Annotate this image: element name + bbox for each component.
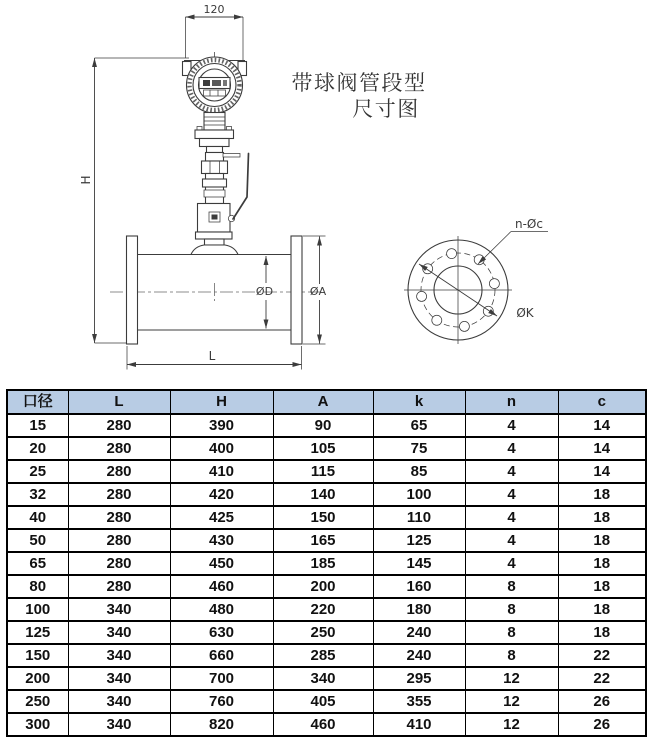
table-cell: 4: [465, 529, 558, 552]
table-cell: 50: [7, 529, 68, 552]
table-cell: 400: [170, 437, 273, 460]
table-cell: 460: [273, 713, 373, 736]
dim-pipe-diameter: [256, 256, 273, 329]
table-cell: 4: [465, 552, 558, 575]
dim-label-OD: ØD: [255, 285, 274, 298]
table-cell: 280: [68, 529, 170, 552]
table-cell: 4: [465, 437, 558, 460]
table-cell: 340: [68, 667, 170, 690]
table-cell: 700: [170, 667, 273, 690]
table-cell: 410: [170, 460, 273, 483]
dimension-table-container: [6, 389, 645, 737]
bolt-hole: [447, 249, 457, 259]
table-row: [7, 713, 646, 736]
column-header: 口径: [7, 390, 68, 414]
table-cell: 165: [273, 529, 373, 552]
table-cell: 820: [170, 713, 273, 736]
table-cell: 65: [7, 552, 68, 575]
table-cell: 200: [7, 667, 68, 690]
table-cell: 150: [7, 644, 68, 667]
dim-label-120: 120: [203, 3, 225, 16]
table-cell: 340: [273, 667, 373, 690]
table-cell: 40: [7, 506, 68, 529]
table-cell: 115: [273, 460, 373, 483]
table-cell: 12: [465, 713, 558, 736]
table-cell: 125: [373, 529, 465, 552]
table-cell: 280: [68, 414, 170, 437]
table-cell: 14: [558, 414, 646, 437]
table-cell: 100: [373, 483, 465, 506]
stem-flange: [195, 130, 234, 139]
table-cell: 65: [373, 414, 465, 437]
table-cell: 660: [170, 644, 273, 667]
table-cell: 26: [558, 713, 646, 736]
dimension-table: [6, 389, 647, 737]
table-cell: 12: [465, 690, 558, 713]
table-cell: 340: [68, 621, 170, 644]
table-cell: 280: [68, 483, 170, 506]
dim-label-L: L: [208, 349, 216, 363]
table-cell: 8: [465, 644, 558, 667]
table-cell: 280: [68, 575, 170, 598]
table-row: [7, 460, 646, 483]
table-header-row: [7, 390, 646, 414]
table-cell: 125: [7, 621, 68, 644]
dim-label-OA: ØA: [309, 285, 327, 298]
dim-length: [127, 346, 302, 370]
table-cell: 18: [558, 483, 646, 506]
table-cell: 110: [373, 506, 465, 529]
table-cell: 14: [558, 460, 646, 483]
table-cell: 150: [273, 506, 373, 529]
table-cell: 480: [170, 598, 273, 621]
table-cell: 405: [273, 690, 373, 713]
table-cell: 4: [465, 506, 558, 529]
hex-fitting: [202, 161, 228, 174]
table-row: [7, 414, 646, 437]
column-header: n: [465, 390, 558, 414]
table-cell: 105: [273, 437, 373, 460]
table-cell: 340: [68, 690, 170, 713]
drawing-title: [292, 71, 427, 121]
table-cell: 15: [7, 414, 68, 437]
table-cell: 285: [273, 644, 373, 667]
valve-handle: [233, 154, 249, 220]
table-cell: 340: [68, 644, 170, 667]
table-row: [7, 506, 646, 529]
table-cell: 4: [465, 414, 558, 437]
table-cell: 450: [170, 552, 273, 575]
right-flange: [291, 236, 302, 344]
table-cell: 250: [273, 621, 373, 644]
dim-label-H: H: [79, 175, 93, 185]
table-cell: 18: [558, 575, 646, 598]
table-cell: 8: [465, 621, 558, 644]
title-line1: 带球阀管段型: [291, 71, 427, 95]
table-cell: 18: [558, 529, 646, 552]
dim-flange-diameter: [303, 236, 327, 344]
table-cell: 26: [558, 690, 646, 713]
table-cell: 240: [373, 621, 465, 644]
table-cell: 75: [373, 437, 465, 460]
table-cell: 630: [170, 621, 273, 644]
table-cell: 145: [373, 552, 465, 575]
table-cell: 280: [68, 437, 170, 460]
table-row: [7, 483, 646, 506]
table-cell: 220: [273, 598, 373, 621]
column-header: c: [558, 390, 646, 414]
table-cell: 18: [558, 506, 646, 529]
column-header: A: [273, 390, 373, 414]
column-header: L: [68, 390, 170, 414]
bolt-hole: [489, 279, 499, 289]
table-cell: 25: [7, 460, 68, 483]
table-row: [7, 667, 646, 690]
table-cell: 280: [68, 552, 170, 575]
table-cell: 300: [7, 713, 68, 736]
table-cell: 240: [373, 644, 465, 667]
table-cell: 140: [273, 483, 373, 506]
table-row: [7, 437, 646, 460]
table-cell: 90: [273, 414, 373, 437]
table-row: [7, 644, 646, 667]
table-cell: 4: [465, 483, 558, 506]
table-cell: 280: [68, 460, 170, 483]
left-flange: [127, 236, 138, 344]
table-cell: 4: [465, 460, 558, 483]
table-cell: 14: [558, 437, 646, 460]
bolt-hole: [417, 291, 427, 301]
bolt-hole: [459, 321, 469, 331]
table-cell: 185: [273, 552, 373, 575]
table-row: [7, 575, 646, 598]
bolt-hole: [432, 315, 442, 325]
table-cell: 8: [465, 575, 558, 598]
table-row: [7, 690, 646, 713]
table-cell: 32: [7, 483, 68, 506]
table-cell: 18: [558, 598, 646, 621]
table-cell: 85: [373, 460, 465, 483]
meter-head: [183, 52, 247, 130]
ball-valve-assembly: [191, 127, 249, 255]
table-cell: 760: [170, 690, 273, 713]
table-row: [7, 529, 646, 552]
table-cell: 100: [7, 598, 68, 621]
table-cell: 355: [373, 690, 465, 713]
table-cell: 80: [7, 575, 68, 598]
table-cell: 420: [170, 483, 273, 506]
column-header: H: [170, 390, 273, 414]
table-cell: 390: [170, 414, 273, 437]
title-line2: 尺寸图: [352, 97, 420, 121]
dim-label-n-Oc: n-Øc: [515, 217, 543, 231]
table-cell: 180: [373, 598, 465, 621]
table-cell: 280: [68, 506, 170, 529]
table-cell: 160: [373, 575, 465, 598]
table-cell: 430: [170, 529, 273, 552]
table-cell: 250: [7, 690, 68, 713]
table-cell: 410: [373, 713, 465, 736]
table-cell: 460: [170, 575, 273, 598]
column-header: k: [373, 390, 465, 414]
table-cell: 22: [558, 644, 646, 667]
petcock-lever: [223, 154, 240, 158]
table-cell: 18: [558, 552, 646, 575]
table-cell: 295: [373, 667, 465, 690]
pipe-saddle: [191, 245, 238, 255]
table-row: [7, 621, 646, 644]
table-cell: 340: [68, 598, 170, 621]
table-cell: 200: [273, 575, 373, 598]
table-row: [7, 598, 646, 621]
table-cell: 18: [558, 621, 646, 644]
table-cell: 425: [170, 506, 273, 529]
table-cell: 20: [7, 437, 68, 460]
table-body: [7, 414, 646, 736]
table-row: [7, 552, 646, 575]
table-cell: 340: [68, 713, 170, 736]
table-cell: 12: [465, 667, 558, 690]
table-cell: 22: [558, 667, 646, 690]
dim-label-OK: ØK: [516, 306, 534, 320]
flange-face-view: [404, 217, 548, 344]
table-cell: 8: [465, 598, 558, 621]
